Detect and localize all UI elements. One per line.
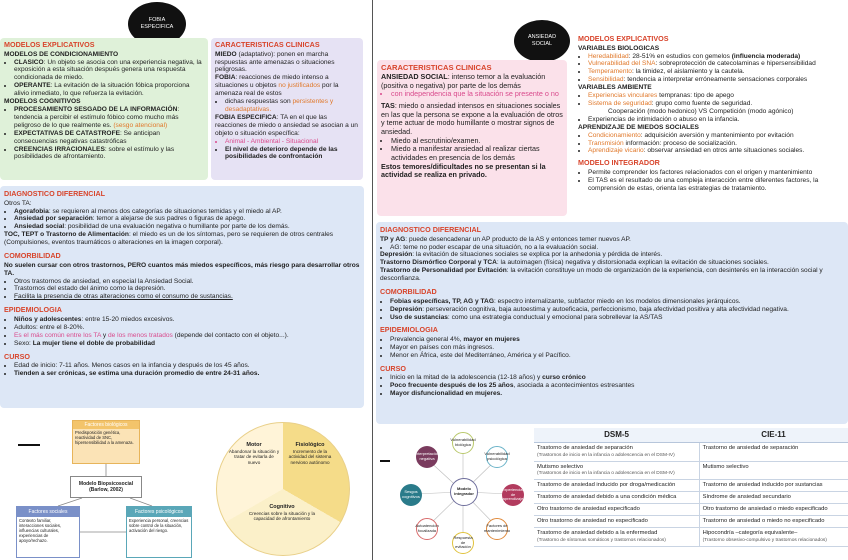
curso-item-r: • Mayor disfuncionalidad en mujeres. [390,390,844,398]
table-row: Trastorno de ansiedad de separación (Trastornos de inicio en la infancia o adolescencia en el DSM-IV) Trastorno de ansiedad de separación [534,442,848,461]
diferencial-intro: Otros TA: [4,199,32,207]
int-item: • Permite comprender los factores relacionados con el origen y mantenimiento [588,169,844,177]
epi-item: • Es el más común entre los TA y de los menos tratados (depende del contacto con el objeto...). [14,332,360,340]
curso-item-r: • Inicio en la mitad de la adolescencia (12-18 años) y curso crónico [390,374,844,382]
especifica-text: FOBIA ESPECIFICA: TA en el que las reacciones de miedo o ansiedad se asocian a un objeto o situación específica: [215,113,358,137]
epi-item: • Adultos: entre el 8-20%. [14,324,360,332]
tas-def: TAS: miedo o ansiedad intensos en situaciones sociales en las que la persona se expone a la evaluación de otros y teme actuar de modo humillante o mostrar signos de ansiedad. [381,101,563,136]
dash-mark-r [380,460,390,462]
apr-item: • Condicionamiento: adquisición aversión y mantenimiento por evitación [588,132,844,140]
amb-item: • Experiencias vinculares tempranas: tipo de apego [588,92,844,100]
heading-comorbilidad-r: COMORBILIDAD [380,287,437,297]
heading-clinicas: CARACTERISTICAS CLINICAS [215,40,320,49]
especifica-types: • Animal - Ambiental - Situacional [225,138,359,146]
dif-line: Depresión: la evitación de situaciones sociales se explica por la anhedonia y pérdida de interés. [380,251,663,259]
tas-last: Estos temores/dificultades no se presentan si la actividad se realiza en privado. [381,161,546,180]
title-fobia: FOBIA ESPECIFICA [140,17,174,30]
heading-diferencial-r: DIAGNOSTICO DIFERENCIAL [380,225,482,234]
network-node: Experiencias de aprendizaje [502,484,524,506]
cond-item: • OPERANTE: La evitación de la situación fóbica proporciona alivio inmediato, lo que refuerza la evitación. [14,82,204,98]
col-cie: CIE-11 [699,428,848,442]
integrador-network [394,428,532,560]
heading-integrador: MODELO INTEGRADOR [578,158,660,168]
network-node: Vulnerabilidad psicológica [486,446,508,468]
amb-heading: VARIABLES AMBIENTE [578,84,652,92]
bio-item: • Heredabilidad: 28-51% en estudios con gemelos (influencia moderada) [588,53,844,61]
cond-item: • CLASICO: Un objeto se asocia con una experiencia negativa, la exposición a esta situación después genera una respuesta condicionada de miedo. [14,59,204,83]
epi-item-r: • Mayor en países con más ingresos. [390,344,844,352]
bio-heading: VARIABLES BIOLOGICAS [578,44,660,52]
dif-line: Trastorno de Personalidad por Evitación: la evitación constituye un modo de organización de la experiencia, con desinterés en la interacción social y desconfianza. [380,267,823,283]
soc-text: Contexto familiar, interacciones sociales, influencias culturales, experiencias de apoyo/rechazo. [19,518,62,544]
cog-item: • EXPECTATIVAS DE CATASTROFE: Se anticipan consecuencias negativas catastróficas [14,130,204,146]
column-divider [372,0,373,560]
fobia-text: FOBIA: reacciones de miedo intenso a situaciones u objetos no justificados por la amenaza real de estos [215,74,339,98]
diagram-arrows [0,414,200,560]
pie-cog: Cognitivo Creencias sobre la situación y la capacidad de afrontamiento [248,504,316,522]
table-row: Mutismo selectivo (Trastornos de inicio en la infancia o adolescencia en el DSM-IV) Mutismo selectivo [534,461,848,480]
dif-line: Trastorno Dismórfico Corporal y TCA: la autoimagen (física) negativa y distorsionada explican la evitación de situaciones sociales. [380,259,769,267]
heading-comorbilidad: COMORBILIDAD [4,251,61,261]
network-node: Interpretación negativa [416,446,438,468]
col-dsm: DSM-5 [534,428,699,442]
network-node: Respuesta de evitación [452,532,474,554]
title-ansiedad: ANSIEDAD SOCIAL [527,34,557,47]
heading-epidemiologia-r: EPIDEMIOLOGIA [380,325,438,335]
comorbilidad-item: • Trastornos del estado del ánimo como la depresión. [14,285,360,293]
apr-item: • Transmisión información: proceso de socialización. [588,140,844,148]
network-center: Modelo integrador [450,478,478,506]
three-systems-diagram [204,418,364,560]
amb-item: • Experiencias de intimidación o abuso en la infancia. [588,116,844,124]
table-row: Trastorno de ansiedad debido a la enfermedad (Trastorno de síntomas somáticos y trastornos relacionados) Hipocondría –categoría equivalente– (Trastorno obsesivo-compulsivo y trastornos relacionados) [534,528,848,547]
panel-diagnostico-ansiedad [376,222,848,424]
cog-heading: MODELOS COGNITIVOS [4,98,81,106]
network-node: Vulnerabilidad biológica [452,432,474,454]
panel-modelos-fobia [0,38,208,180]
diferencial-toc: TOC, TEPT o Trastorno de Alimentación: el miedo es un de los síntomas, pero se requieren de otros centrales (Compulsiones, eventos traumáticos o alteraciones en la imagen corporal). [4,231,334,247]
cog-item: • PROCESAMIENTO SESGADO DE LA INFORMACIÓN: tendencia a percibir el estímulo fóbico como mucho más peligroso de lo que realmente es. (sesgo atencional) [14,106,204,130]
table-row: Trastorno de ansiedad debido a una condición médica Síndrome de ansiedad secundario [534,492,848,504]
panel-modelos-ansiedad [574,32,848,216]
cond-heading: MODELOS DE CONDICIONAMIENTO [4,50,119,58]
psi-title: Factores psicológicos [127,507,191,517]
comorb-item: • Depresión: perseveración cognitiva, baja autoestima y autoeficacia, perfeccionismo, baja afectividad positiva y alta afectividad negativa. [390,306,844,314]
bio-item: • Vulnerabilidad del SNA: sobreprotección de catecolaminas e hipersensibilidad [588,60,844,68]
psi-text: Experiencia personal, creencias sobre control de la situación, activación del riesgo. [129,518,189,534]
cog-item: • CREENCIAS IRRACIONALES: sobre el estímulo y las posibilidades de afrontamiento. [14,146,204,162]
comorbilidad-lead: No suelen cursar con otros trastornos, PERO cuantos más miedos específicos, más riesgo para desarrollar otros TA. [4,261,360,277]
network-node: Sesgos cognitivos [400,484,422,506]
heading-modelos-r: MODELOS EXPLICATIVOS [578,34,669,43]
diferencial-item: • Agorafobia: se requieren al menos dos categorías de situaciones temidas y el miedo al AP. [14,208,360,216]
tas-bullet: • Miedo al escrutinio/examen. [391,137,563,146]
table-row: Otro trastorno de ansiedad no especificado Trastorno de ansiedad o miedo no especificado [534,516,848,528]
apr-item: • Aprendizaje vicario: observar ansiedad en otros ante situaciones sociales. [588,147,844,155]
epi-item-r: • Menor en África, este del Mediterráneo, América y el Pacífico. [390,352,844,360]
especifica-bullet: • El nivel de deterioro depende de las posibilidades de confrontación [225,146,359,162]
curso-item: • Edad de inicio: 7-11 años. Menos casos en la infancia y después de los 45 años. [14,362,360,370]
comorbilidad-item: • Facilita la presencia de otras alteraciones como el consumo de sustancias. [14,293,360,301]
center-box: Modelo Biopsicosocial (Barlow, 2002) [70,476,142,498]
pie-fisio: Fisiológico Incremento de la actividad del sistema nervioso autónomo [288,442,332,465]
heading-epidemiologia: EPIDEMIOLOGIA [4,305,62,315]
int-item: • El TAS es el resultado de una compleja interacción entre diferentes factores, la comprensión de estas, orienta las estrategias de tratamiento. [588,177,844,193]
amb-item: • Sistema de seguridad: grupo como fuente de seguridad. [588,100,844,108]
panel-diagnostico-fobia [0,186,364,408]
heading-clinicas-r: CARACTERISTICAS CLINICAS [381,63,492,72]
comorb-item: • Fobias específicas, TP, AG y TAG: espectro internalizante, subfactor miedo en los modelos dimensionales jerárquicos. [390,298,844,306]
bio-text: Predisposición genética, reactividad de SNC, hipersensibilidad a la amenaza. [75,430,134,446]
title-blob-ansiedad [514,20,570,62]
bio-title: Factores biológicos [73,421,139,429]
epi-item: • Sexo: La mujer tiene el doble de probabilidad [14,340,360,348]
ansiedad-social-def: ANSIEDAD SOCIAL: intenso temor a la evaluación (positiva o negativa) por parte de los demás [381,72,546,90]
curso-item: • Tienden a ser crónicas, se estima una duración promedio de entre 24-31 años. [14,370,360,378]
network-node: Factores de mantenimiento [486,518,508,540]
table-row: Trastorno de ansiedad inducido por droga/medicación Trastorno de ansiedad inducido por sustancias [534,480,848,492]
table-row: Otro trastorno de ansiedad especificado Otro trastorno de ansiedad o miedo especificado [534,504,848,516]
dif-bullet: • AG: teme no poder escapar de una situación, no a la evaluación social. [390,244,844,252]
miedo-text: MIEDO (adaptativo): ponen en marcha respuestas ante amenazas o situaciones peligrosas. [215,50,335,74]
panel-clinicas-fobia [211,38,363,180]
curso-item-r: • Poco frecuente después de los 25 años, asociada a acontecimientos estresantes [390,382,844,390]
fobia-bullet: • dichas respuestas son persistentes y desadaptativas. [225,98,359,114]
bio-item: • Temperamento: la timidez, el aislamiento y la cautela. [588,68,844,76]
epi-item-r: • Prevalencia general 4%, mayor en mujeres [390,336,844,344]
apr-heading: APRENDIZAJE DE MIEDOS SOCIALES [578,123,699,131]
soc-title: Factores sociales [17,507,79,517]
diferencial-item: • Ansiedad por separación: temor a alejarse de sus padres o figuras de apego. [14,215,360,223]
heading-curso-r: CURSO [380,363,406,373]
heading-curso: CURSO [4,351,30,361]
network-node: Autoatención focalizada [416,518,438,540]
pie-motor: Motor Abandonar la situación y tratar de evitarla de nuevo [228,442,280,465]
heading-modelos: MODELOS EXPLICATIVOS [4,40,95,49]
comorbilidad-item: • Otros trastornos de ansiedad, en especial la Ansiedad Social. [14,278,360,286]
dsm-cie-table [534,428,848,560]
biopsychosocial-diagram [0,414,200,560]
panel-clinicas-ansiedad [377,60,567,216]
dif-line: TP y AG: puede desencadenar un AP producto de la AS y entonces temer nuevos AP. [380,235,631,243]
bio-item: • Sensibilidad: tendencia a interpretar erróneamente sensaciones corporales [588,76,844,84]
amb-item: Cooperación (modo hedonico) VS Competición (modo agónico) [608,107,794,115]
epi-item: • Niños y adolescentes: entre 15-20 miedos excesivos. [14,316,360,324]
ansiedad-bullet: • con independencia que la situación se presente o no [391,90,563,99]
heading-diferencial: DIAGNOSTICO DIFERENCIAL [4,189,106,198]
tas-bullet: • Miedo a manifestar ansiedad al realizar ciertas actividades en presencia de los demás [391,145,563,162]
comparison-table [534,428,848,547]
comorb-item: • Uso de sustancias: como una estrategia conductual y emocional para sobrellevar la AS/TAS [390,314,844,322]
diferencial-item: • Ansiedad social: posibilidad de una evaluación negativa o humillante por parte de los demás. [14,223,360,231]
